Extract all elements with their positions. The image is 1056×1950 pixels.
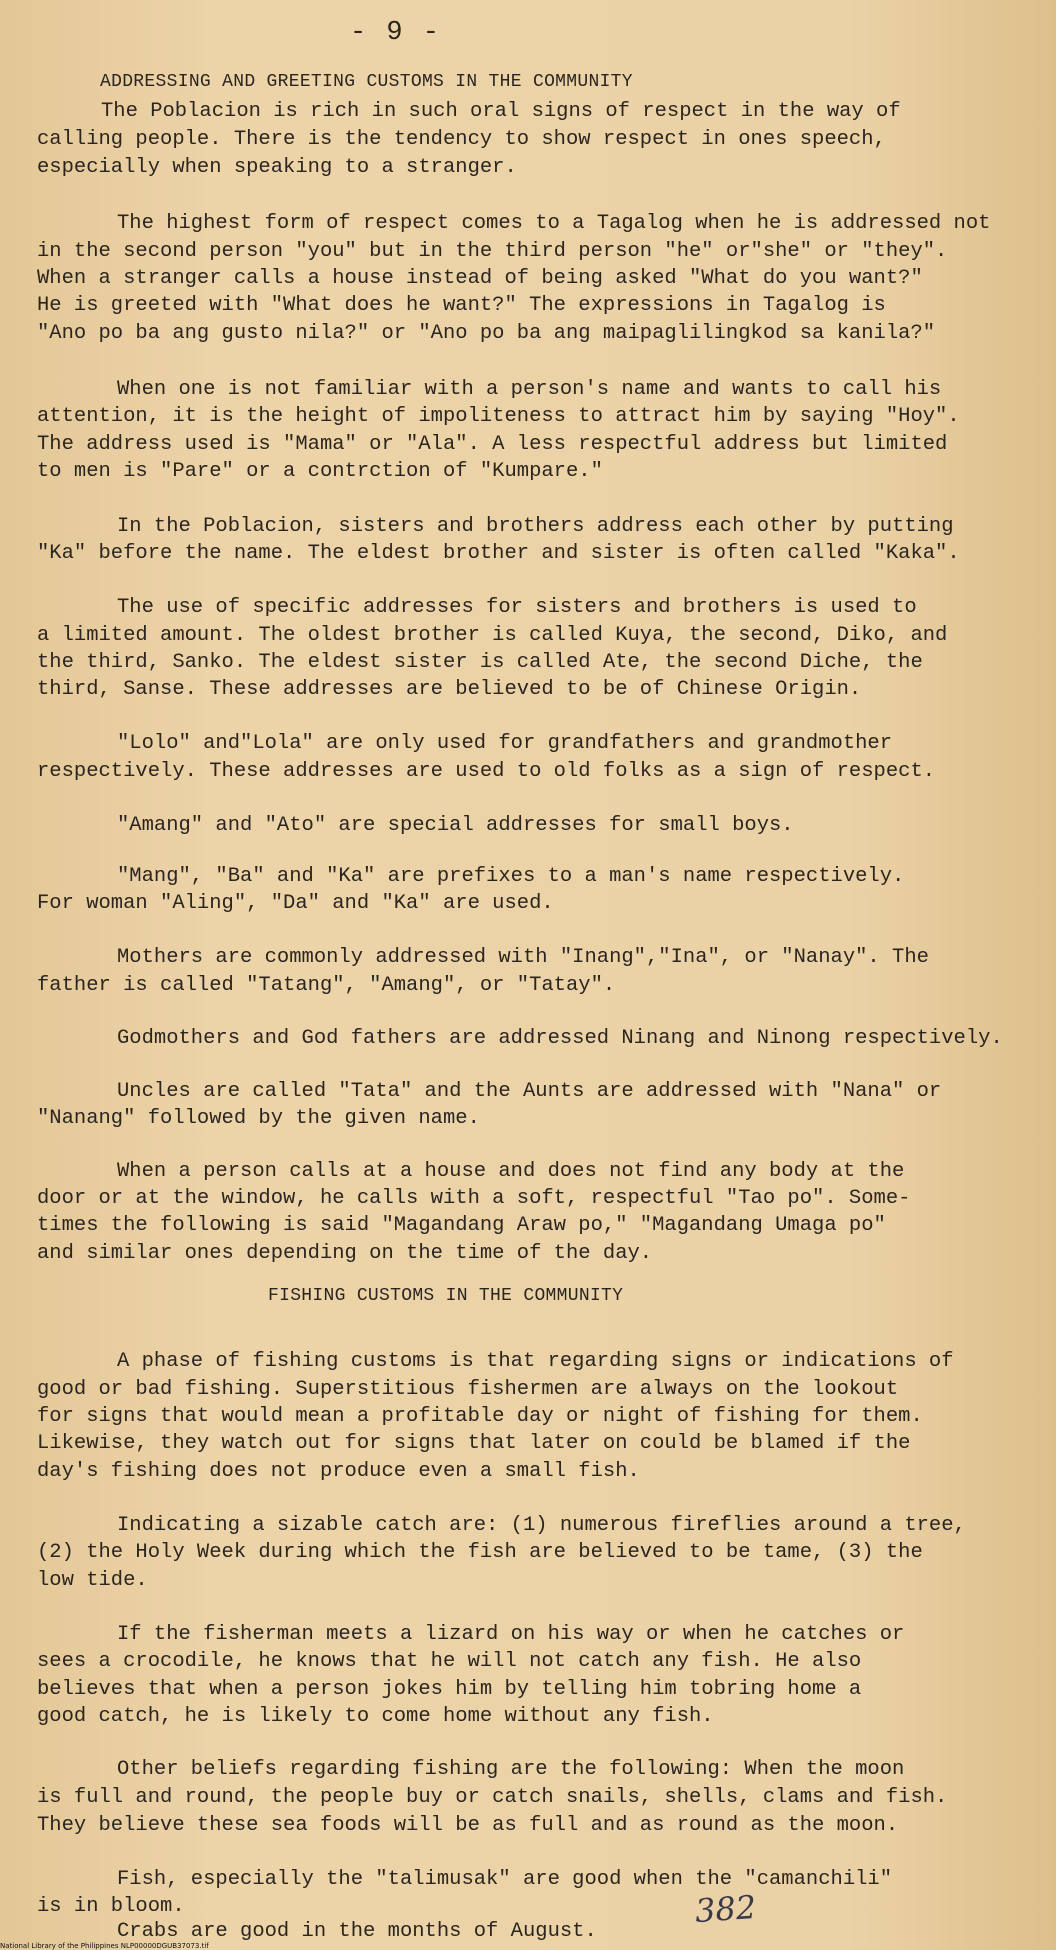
text-line: sees a crocodile, he knows that he will not catch any fish. He also xyxy=(37,1650,862,1673)
text-line: father is called "Tatang", "Amang", or "Tatay". xyxy=(37,974,616,997)
text-line: When one is not familiar with a person's name and wants to call his xyxy=(117,378,942,401)
text-line: For woman "Aling", "Da" and "Ka" are used. xyxy=(37,892,554,915)
text-line: especially when speaking to a stranger. xyxy=(37,156,517,179)
text-line: When a person calls at a house and does not find any body at the xyxy=(117,1160,905,1183)
section-title-addressing: ADDRESSING AND GREETING CUSTOMS IN THE COMMUNITY xyxy=(100,72,633,92)
text-line: times the following is said "Magandang Araw po," "Magandang Umaga po" xyxy=(37,1214,886,1237)
text-line: Other beliefs regarding fishing are the following: When the moon xyxy=(117,1758,905,1781)
text-line: door or at the window, he calls with a soft, respectful "Tao po". Some- xyxy=(37,1187,911,1210)
text-line: for signs that would mean a profitable day or night of fishing for them. xyxy=(37,1405,923,1428)
section-title-fishing: FISHING CUSTOMS IN THE COMMUNITY xyxy=(268,1286,624,1306)
text-line: "Nanang" followed by the given name. xyxy=(37,1107,480,1130)
text-line: good or bad fishing. Superstitious fishermen are always on the lookout xyxy=(37,1378,899,1401)
text-line: In the Poblacion, sisters and brothers address each other by putting xyxy=(117,515,954,538)
text-line: The use of specific addresses for sisters and brothers is used to xyxy=(117,596,917,619)
text-line: Godmothers and God fathers are addressed Ninang and Ninong respectively. xyxy=(117,1027,1003,1050)
text-line: third, Sanse. These addresses are believed to be of Chinese Origin. xyxy=(37,678,862,701)
page-number: - 9 - xyxy=(350,18,442,48)
text-line: day's fishing does not produce even a small fish. xyxy=(37,1460,640,1483)
text-line: They believe these sea foods will be as full and as round as the moon. xyxy=(37,1814,899,1837)
text-line: Fish, especially the "talimusak" are good when the "camanchili" xyxy=(117,1868,893,1891)
text-line: Indicating a sizable catch are: (1) numerous fireflies around a tree, xyxy=(117,1514,966,1537)
text-line: (2) the Holy Week during which the fish are believed to be tame, (3) the xyxy=(37,1541,923,1564)
text-line: is full and round, the people buy or catch snails, shells, clams and fish. xyxy=(37,1786,948,1809)
text-line: Mothers are commonly addressed with "Inang","Ina", or "Nanay". The xyxy=(117,946,929,969)
text-line: a limited amount. The oldest brother is called Kuya, the second, Diko, and xyxy=(37,624,948,647)
text-line: "Amang" and "Ato" are special addresses for small boys. xyxy=(117,814,794,837)
text-line: is in bloom. xyxy=(37,1895,185,1918)
text-line: and similar ones depending on the time of the day. xyxy=(37,1242,653,1265)
text-line: low tide. xyxy=(37,1569,148,1592)
text-line: Crabs are good in the months of August. xyxy=(117,1920,597,1943)
text-line: respectively. These addresses are used to old folks as a sign of respect. xyxy=(37,760,936,783)
text-line: When a stranger calls a house instead of being asked "What do you want?" xyxy=(37,267,923,290)
text-line: believes that when a person jokes him by telling him tobring home a xyxy=(37,1678,862,1701)
text-line: to men is "Pare" or a contrction of "Kumpare." xyxy=(37,460,603,483)
handwritten-page-number: 382 xyxy=(693,1887,758,1931)
text-line: Uncles are called "Tata" and the Aunts are addressed with "Nana" or xyxy=(117,1080,942,1103)
text-line: "Lolo" and"Lola" are only used for grandfathers and grandmother xyxy=(117,732,893,755)
text-line: calling people. There is the tendency to show respect in ones speech, xyxy=(37,128,886,151)
text-line: in the second person "you" but in the third person "he" or"she" or "they". xyxy=(37,240,948,263)
text-line: "Ka" before the name. The eldest brother and sister is often called "Kaka". xyxy=(37,542,960,565)
text-line: He is greeted with "What does he want?" The expressions in Tagalog is xyxy=(37,294,886,317)
archive-footer: National Library of the Philippines NLP00000DGUB37073.tif xyxy=(0,1942,209,1950)
text-line: Likewise, they watch out for signs that later on could be blamed if the xyxy=(37,1432,911,1455)
text-line: attention, it is the height of impoliteness to attract him by saying "Hoy". xyxy=(37,405,960,428)
text-line: The address used is "Mama" or "Ala". A less respectful address but limited xyxy=(37,433,948,456)
text-line: The Poblacion is rich in such oral signs of respect in the way of xyxy=(101,100,901,123)
text-line: "Ano po ba ang gusto nila?" or "Ano po ba ang maipaglilingkod sa kanila?" xyxy=(37,322,936,345)
text-line: The highest form of respect comes to a Tagalog when he is addressed not xyxy=(117,212,991,235)
text-line: "Mang", "Ba" and "Ka" are prefixes to a man's name respectively. xyxy=(117,865,905,888)
text-line: good catch, he is likely to come home without any fish. xyxy=(37,1705,714,1728)
text-line: If the fisherman meets a lizard on his way or when he catches or xyxy=(117,1623,905,1646)
text-line: A phase of fishing customs is that regarding signs or indications of xyxy=(117,1350,954,1373)
text-line: the third, Sanko. The eldest sister is called Ate, the second Diche, the xyxy=(37,651,923,674)
